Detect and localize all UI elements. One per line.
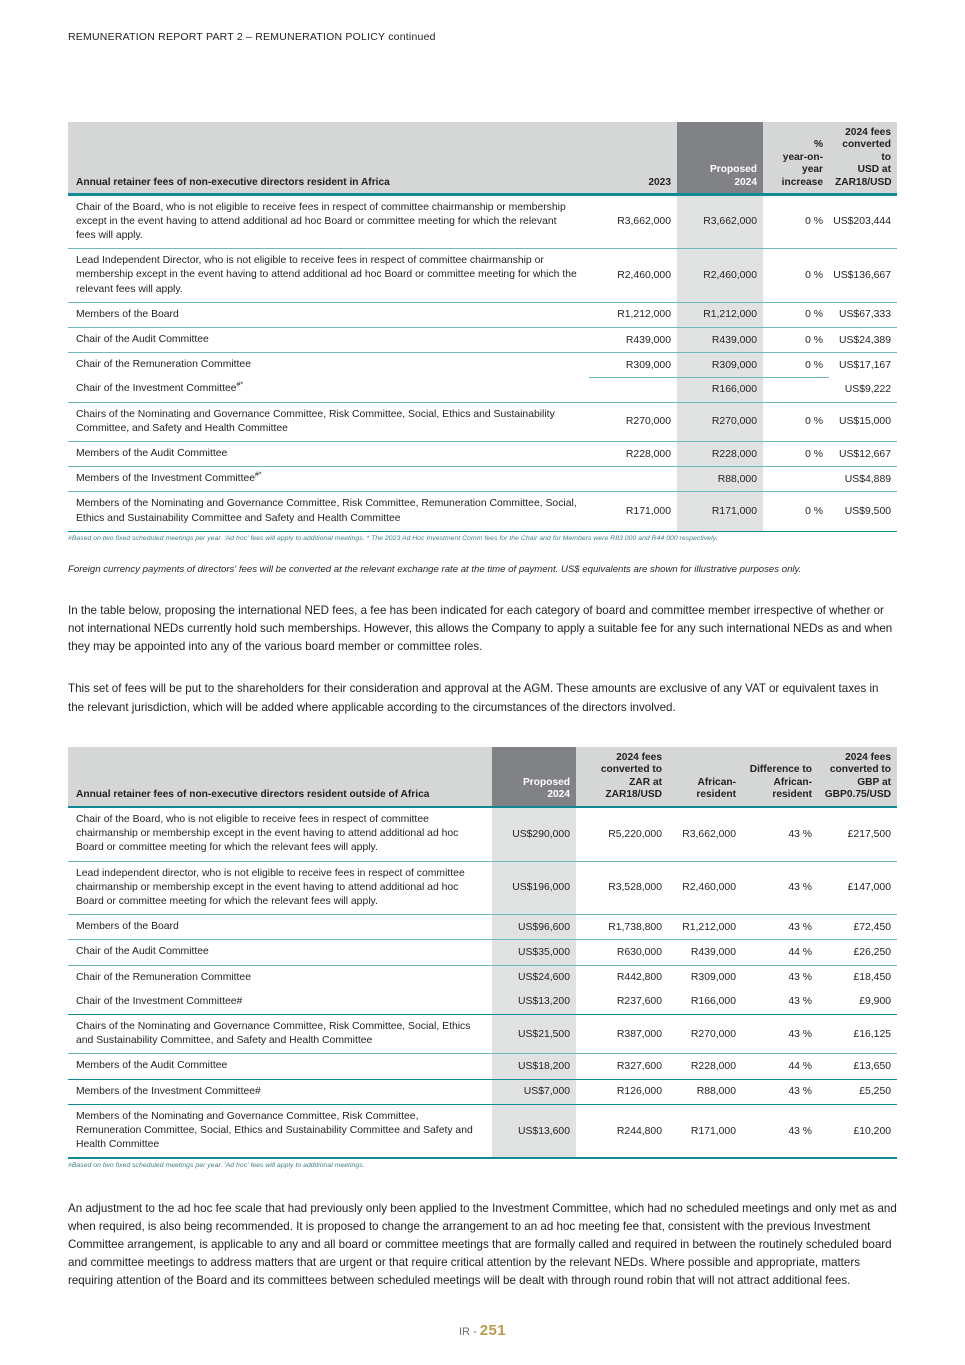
table-row xyxy=(68,249,897,303)
row-description: Chair of the Board, who is not eligible to receive fees in respect of committee chairmanship or membership except in the event having to attend additional ad hoc Board or committee meeting for which the relevant fees will apply. xyxy=(68,808,492,861)
row-zar: R1,738,800 xyxy=(576,915,668,940)
header-african-line2: resident xyxy=(696,789,736,801)
row-difference: 43 % xyxy=(742,808,818,861)
header-increase-line2: year-on- xyxy=(782,151,823,163)
foreign-currency-note: Foreign currency payments of directors' fees will be converted at the relevant exchange rate at the time of payment. US$ equivalents are shown for illustrative purposes only. xyxy=(68,563,802,575)
row-proposed: US$290,000 xyxy=(492,808,576,861)
row-increase xyxy=(763,377,829,402)
header-zar-line4: ZAR18/USD xyxy=(605,789,662,801)
row-difference: 43 % xyxy=(742,861,818,915)
table-row xyxy=(68,377,897,402)
header-diff-line1: Difference to xyxy=(749,764,812,776)
header-gbp-line1: 2024 fees xyxy=(845,751,891,763)
row-african-resident: R88,000 xyxy=(668,1079,742,1104)
table-row xyxy=(68,1079,897,1104)
row-zar: R442,800 xyxy=(616,972,662,984)
table-row xyxy=(68,1015,897,1054)
row-2023: R439,000 xyxy=(589,327,677,352)
row-gbp: £72,450 xyxy=(818,915,897,940)
row-african-resident: R2,460,000 xyxy=(668,861,742,915)
table-africa-footnote: #Based on two fixed scheduled meetings per year. 'Ad hoc' fees will apply to additional meetings. * The 2023 Ad Hoc Investment Comm fees for the Chair and for Members were R83 000 and R44 000 respectively. xyxy=(68,534,718,542)
footer-page-number: 251 xyxy=(479,1322,507,1339)
row-description: Members of the Audit Committee xyxy=(68,441,589,466)
paragraph-ad-hoc-fee-scale: An adjustment to the ad hoc fee scale that had previously only been applied to the Investment Committee, which had no scheduled meetings and only met as and when required, is also being recommended. It is proposed to change the arrangement to an ad hoc meeting fee that, consistent with the previous Investment Committee arrangement, is applicable to any and all board or committee meetings that are formally called and required in between the routinely scheduled board and committee meetings to address matters that are urgent or that require critical attention by the relevant NEDs. Where possible and appropriate, matters requiring attention of the Board and its committees between scheduled meetings will be dealt with through round robin that will not attract additional fees. xyxy=(68,1201,897,1288)
table-row xyxy=(68,492,897,531)
row-proposed: US$21,500 xyxy=(492,1015,576,1054)
row-description: Chair of the Audit Committee xyxy=(68,940,492,965)
row-difference: 43 % xyxy=(742,990,818,1015)
row-description-text: Chair of the Investment Committee xyxy=(76,383,237,395)
header-diff-line2: African- xyxy=(773,776,812,788)
header-proposed-2024 xyxy=(492,747,576,806)
row-2024: R270,000 xyxy=(677,402,763,441)
header-zar-line2: converted to xyxy=(600,764,662,776)
row-african-resident: R309,000 xyxy=(690,972,736,984)
header-gbp-line4: GBP0.75/USD xyxy=(824,789,891,801)
header-gbp-line2: converted to xyxy=(829,764,891,776)
row-proposed: US$24,600 xyxy=(492,965,576,990)
row-usd: US$67,333 xyxy=(829,302,897,327)
row-gbp: £18,450 xyxy=(853,972,891,984)
row-description: Chair of the Remuneration Committee xyxy=(76,359,251,371)
row-proposed: US$13,200 xyxy=(492,990,576,1015)
row-2023 xyxy=(589,467,677,492)
row-2023: R270,000 xyxy=(589,402,677,441)
row-gbp: £217,500 xyxy=(818,808,897,861)
row-african-resident: R228,000 xyxy=(668,1054,742,1079)
row-proposed: US$35,000 xyxy=(492,940,576,965)
table-row xyxy=(68,327,897,352)
table-row xyxy=(68,196,897,249)
row-usd: US$203,444 xyxy=(829,196,897,249)
row-description: Chairs of the Nominating and Governance Committee, Risk Committee, Social, Ethics and Sustainability Committee, and Safety and Health Committee xyxy=(68,1015,492,1054)
row-2023: R1,212,000 xyxy=(589,302,677,327)
row-2024: R439,000 xyxy=(677,327,763,352)
row-description: Chairs of the Nominating and Governance Committee, Risk Committee, Social, Ethics and Sustainability Committee, and Safety and Health Committee xyxy=(68,402,589,441)
header-proposed-line1: Proposed xyxy=(710,164,757,176)
row-zar: R3,528,000 xyxy=(576,861,668,915)
header-usd-converted xyxy=(829,122,897,193)
row-difference: 43 % xyxy=(742,1079,818,1104)
header-desc: Annual retainer fees of non-executive directors resident outside of Africa xyxy=(68,747,492,806)
page-footer xyxy=(0,1322,965,1339)
row-description: Members of the Board xyxy=(68,915,492,940)
table-row xyxy=(68,861,897,915)
footnote-marker: #* xyxy=(255,471,262,479)
row-description: Members of the Nominating and Governance Committee, Risk Committee, Remuneration Committee, Social, Ethics and Sustainability Committee and Safety and Health Committee xyxy=(76,498,577,524)
table-row xyxy=(68,915,897,940)
row-increase: 0 % xyxy=(763,327,829,352)
row-increase: 0 % xyxy=(763,441,829,466)
row-african-resident: R171,000 xyxy=(690,1125,736,1137)
header-usd-line4: ZAR18/USD xyxy=(835,176,892,188)
header-proposed-line2: 2024 xyxy=(547,789,570,801)
header-gbp-line3: GBP at xyxy=(857,776,891,788)
row-gbp: £147,000 xyxy=(818,861,897,915)
footer-prefix: IR - xyxy=(458,1326,477,1338)
row-proposed: US$196,000 xyxy=(492,861,576,915)
row-gbp: £10,200 xyxy=(853,1125,891,1137)
row-2023: R309,000 xyxy=(589,353,677,378)
row-proposed: US$7,000 xyxy=(492,1079,576,1104)
row-description: Chair of the Remuneration Committee xyxy=(76,971,251,983)
row-increase: 0 % xyxy=(805,506,823,518)
header-proposed-line2: 2024 xyxy=(734,176,757,188)
row-african-resident: R166,000 xyxy=(668,990,742,1015)
table-outside-africa-header-row xyxy=(68,747,897,806)
row-proposed: US$96,600 xyxy=(492,915,576,940)
row-description: Members of the Investment Committee# xyxy=(68,1079,492,1104)
header-proposed-line1: Proposed xyxy=(523,776,570,788)
header-african-line1: African- xyxy=(697,776,736,788)
header-increase-line3: year xyxy=(802,164,823,176)
footnote-marker: #* xyxy=(236,381,244,389)
row-usd: US$9,500 xyxy=(844,506,891,518)
header-zar-converted xyxy=(576,747,668,806)
row-zar: R126,000 xyxy=(576,1079,668,1104)
row-2023 xyxy=(589,377,677,402)
row-increase xyxy=(763,467,829,492)
table-row xyxy=(68,990,897,1015)
header-african-resident xyxy=(668,747,742,806)
row-usd: US$9,222 xyxy=(829,377,897,402)
row-increase: 0 % xyxy=(763,353,829,378)
row-difference: 43 % xyxy=(788,972,812,984)
row-african-resident: R270,000 xyxy=(668,1015,742,1054)
row-description: Lead independent director, who is not eligible to receive fees in respect of committee chairmanship or membership except in the event having to attend additional ad hoc Board or committee meeting for which the relevant fees will apply. xyxy=(68,861,492,915)
row-gbp: £16,125 xyxy=(818,1015,897,1054)
row-zar: R5,220,000 xyxy=(576,808,668,861)
header-usd-line1: 2024 fees xyxy=(845,127,891,138)
row-2023: R171,000 xyxy=(625,506,671,518)
table-row xyxy=(68,302,897,327)
row-2024: R228,000 xyxy=(677,441,763,466)
row-2024: R2,460,000 xyxy=(677,249,763,303)
row-usd: US$15,000 xyxy=(829,402,897,441)
row-2024: R1,212,000 xyxy=(677,302,763,327)
row-description: Lead Independent Director, who is not eligible to receive fees in respect of committee chairmanship or membership except in the event having to attend additional ad hoc Board or committee meeting for which the relevant fees will apply. xyxy=(68,249,589,303)
header-yoy-increase xyxy=(763,122,829,193)
row-increase: 0 % xyxy=(763,402,829,441)
row-usd: US$17,167 xyxy=(839,359,891,371)
table-row xyxy=(68,965,897,990)
paragraph-agm-approval: This set of fees will be put to the shareholders for their consideration and approval at the AGM. These amounts are exclusive of any VAT or equivalent taxes in the relevant jurisdiction, which will be added where applicable according to the circumstances of the directors involved. xyxy=(68,682,879,714)
row-description: Chair of the Investment Committee# xyxy=(68,990,492,1015)
row-increase: 0 % xyxy=(763,196,829,249)
table-row xyxy=(68,467,897,492)
header-increase-line4: increase xyxy=(781,176,823,188)
row-zar: R387,000 xyxy=(576,1015,668,1054)
row-zar: R630,000 xyxy=(576,940,668,965)
table-africa-retainer-fees xyxy=(68,122,897,532)
table-row xyxy=(68,441,897,466)
table-outside-africa-footnote: #Based on two fixed scheduled meetings per year. 'Ad hoc' fees will apply to additional meetings. xyxy=(68,1161,365,1169)
row-gbp: £5,250 xyxy=(818,1079,897,1104)
row-difference: 43 % xyxy=(742,1015,818,1054)
header-proposed-2024 xyxy=(677,122,763,193)
row-2024: R3,662,000 xyxy=(677,196,763,249)
row-gbp: £9,900 xyxy=(818,990,897,1015)
header-usd-line2: converted to xyxy=(842,139,891,163)
table-row xyxy=(68,1104,897,1157)
table-outside-africa-retainer-fees xyxy=(68,747,897,1159)
row-african-resident: R3,662,000 xyxy=(668,808,742,861)
header-diff-line3: resident xyxy=(772,789,812,801)
header-difference-to-african-resident xyxy=(742,747,818,806)
row-usd: US$24,389 xyxy=(829,327,897,352)
row-proposed: US$18,200 xyxy=(492,1054,576,1079)
row-increase: 0 % xyxy=(763,302,829,327)
row-gbp: £26,250 xyxy=(818,940,897,965)
row-2023: R3,662,000 xyxy=(589,196,677,249)
table-row xyxy=(68,353,897,378)
header-2023: 2023 xyxy=(589,122,677,193)
table-row xyxy=(68,1054,897,1079)
row-usd: US$12,667 xyxy=(829,441,897,466)
row-description: Members of the Board xyxy=(68,302,589,327)
row-2023: R228,000 xyxy=(589,441,677,466)
row-description xyxy=(68,467,589,492)
row-african-resident: R1,212,000 xyxy=(668,915,742,940)
row-2024: R171,000 xyxy=(677,492,763,531)
row-proposed: US$13,600 xyxy=(492,1104,576,1157)
row-description: Members of the Nominating and Governance Committee, Risk Committee, Remuneration Committee, Social, Ethics and Sustainability Committee and Safety and Health Committee xyxy=(76,1110,473,1151)
row-usd: US$136,667 xyxy=(829,249,897,303)
header-zar-line1: 2024 fees xyxy=(616,751,662,763)
running-header: REMUNERATION REPORT PART 2 – REMUNERATION POLICY continued xyxy=(68,31,436,43)
row-zar: R327,600 xyxy=(576,1054,668,1079)
row-usd: US$4,889 xyxy=(829,467,897,492)
row-african-resident: R439,000 xyxy=(668,940,742,965)
row-difference: 44 % xyxy=(742,940,818,965)
row-difference: 44 % xyxy=(742,1054,818,1079)
row-description xyxy=(68,377,589,402)
row-2024: R309,000 xyxy=(677,353,763,378)
row-description: Members of the Audit Committee xyxy=(68,1054,492,1079)
row-zar: R244,800 xyxy=(616,1125,662,1137)
paragraph-international-ned-fees: In the table below, proposing the international NED fees, a fee has been indicated for each category of board and committee member irrespective of whether or not international NEDs currently hold such memberships. However, this allows the Company to apply a suitable fee for any such international NEDs as and when they may be appointed into any of the various board member or committee roles. xyxy=(68,603,893,654)
table-row xyxy=(68,940,897,965)
row-description-text: Members of the Investment Committee xyxy=(76,473,256,485)
header-usd-line3: USD at xyxy=(857,164,891,176)
row-increase: 0 % xyxy=(763,249,829,303)
row-description: Chair of the Audit Committee xyxy=(68,327,589,352)
row-2024: R166,000 xyxy=(677,377,763,402)
header-zar-line3: ZAR at xyxy=(629,776,662,788)
header-increase-line1: % xyxy=(813,139,823,151)
table-row xyxy=(68,808,897,861)
row-zar: R237,600 xyxy=(576,990,668,1015)
header-gbp-converted xyxy=(818,747,897,806)
row-gbp: £13,650 xyxy=(818,1054,897,1079)
row-description: Chair of the Board, who is not eligible to receive fees in respect of committee chairmanship or membership except in the event having to attend additional ad hoc Board or committee meeting for which the relevant fees will apply. xyxy=(68,196,589,249)
table-row xyxy=(68,402,897,441)
row-2024: R88,000 xyxy=(677,467,763,492)
row-2023: R2,460,000 xyxy=(589,249,677,303)
row-difference: 43 % xyxy=(742,915,818,940)
header-desc: Annual retainer fees of non-executive directors resident in Africa xyxy=(68,122,589,193)
table-africa-header-row xyxy=(68,122,897,193)
row-difference: 43 % xyxy=(788,1125,812,1137)
